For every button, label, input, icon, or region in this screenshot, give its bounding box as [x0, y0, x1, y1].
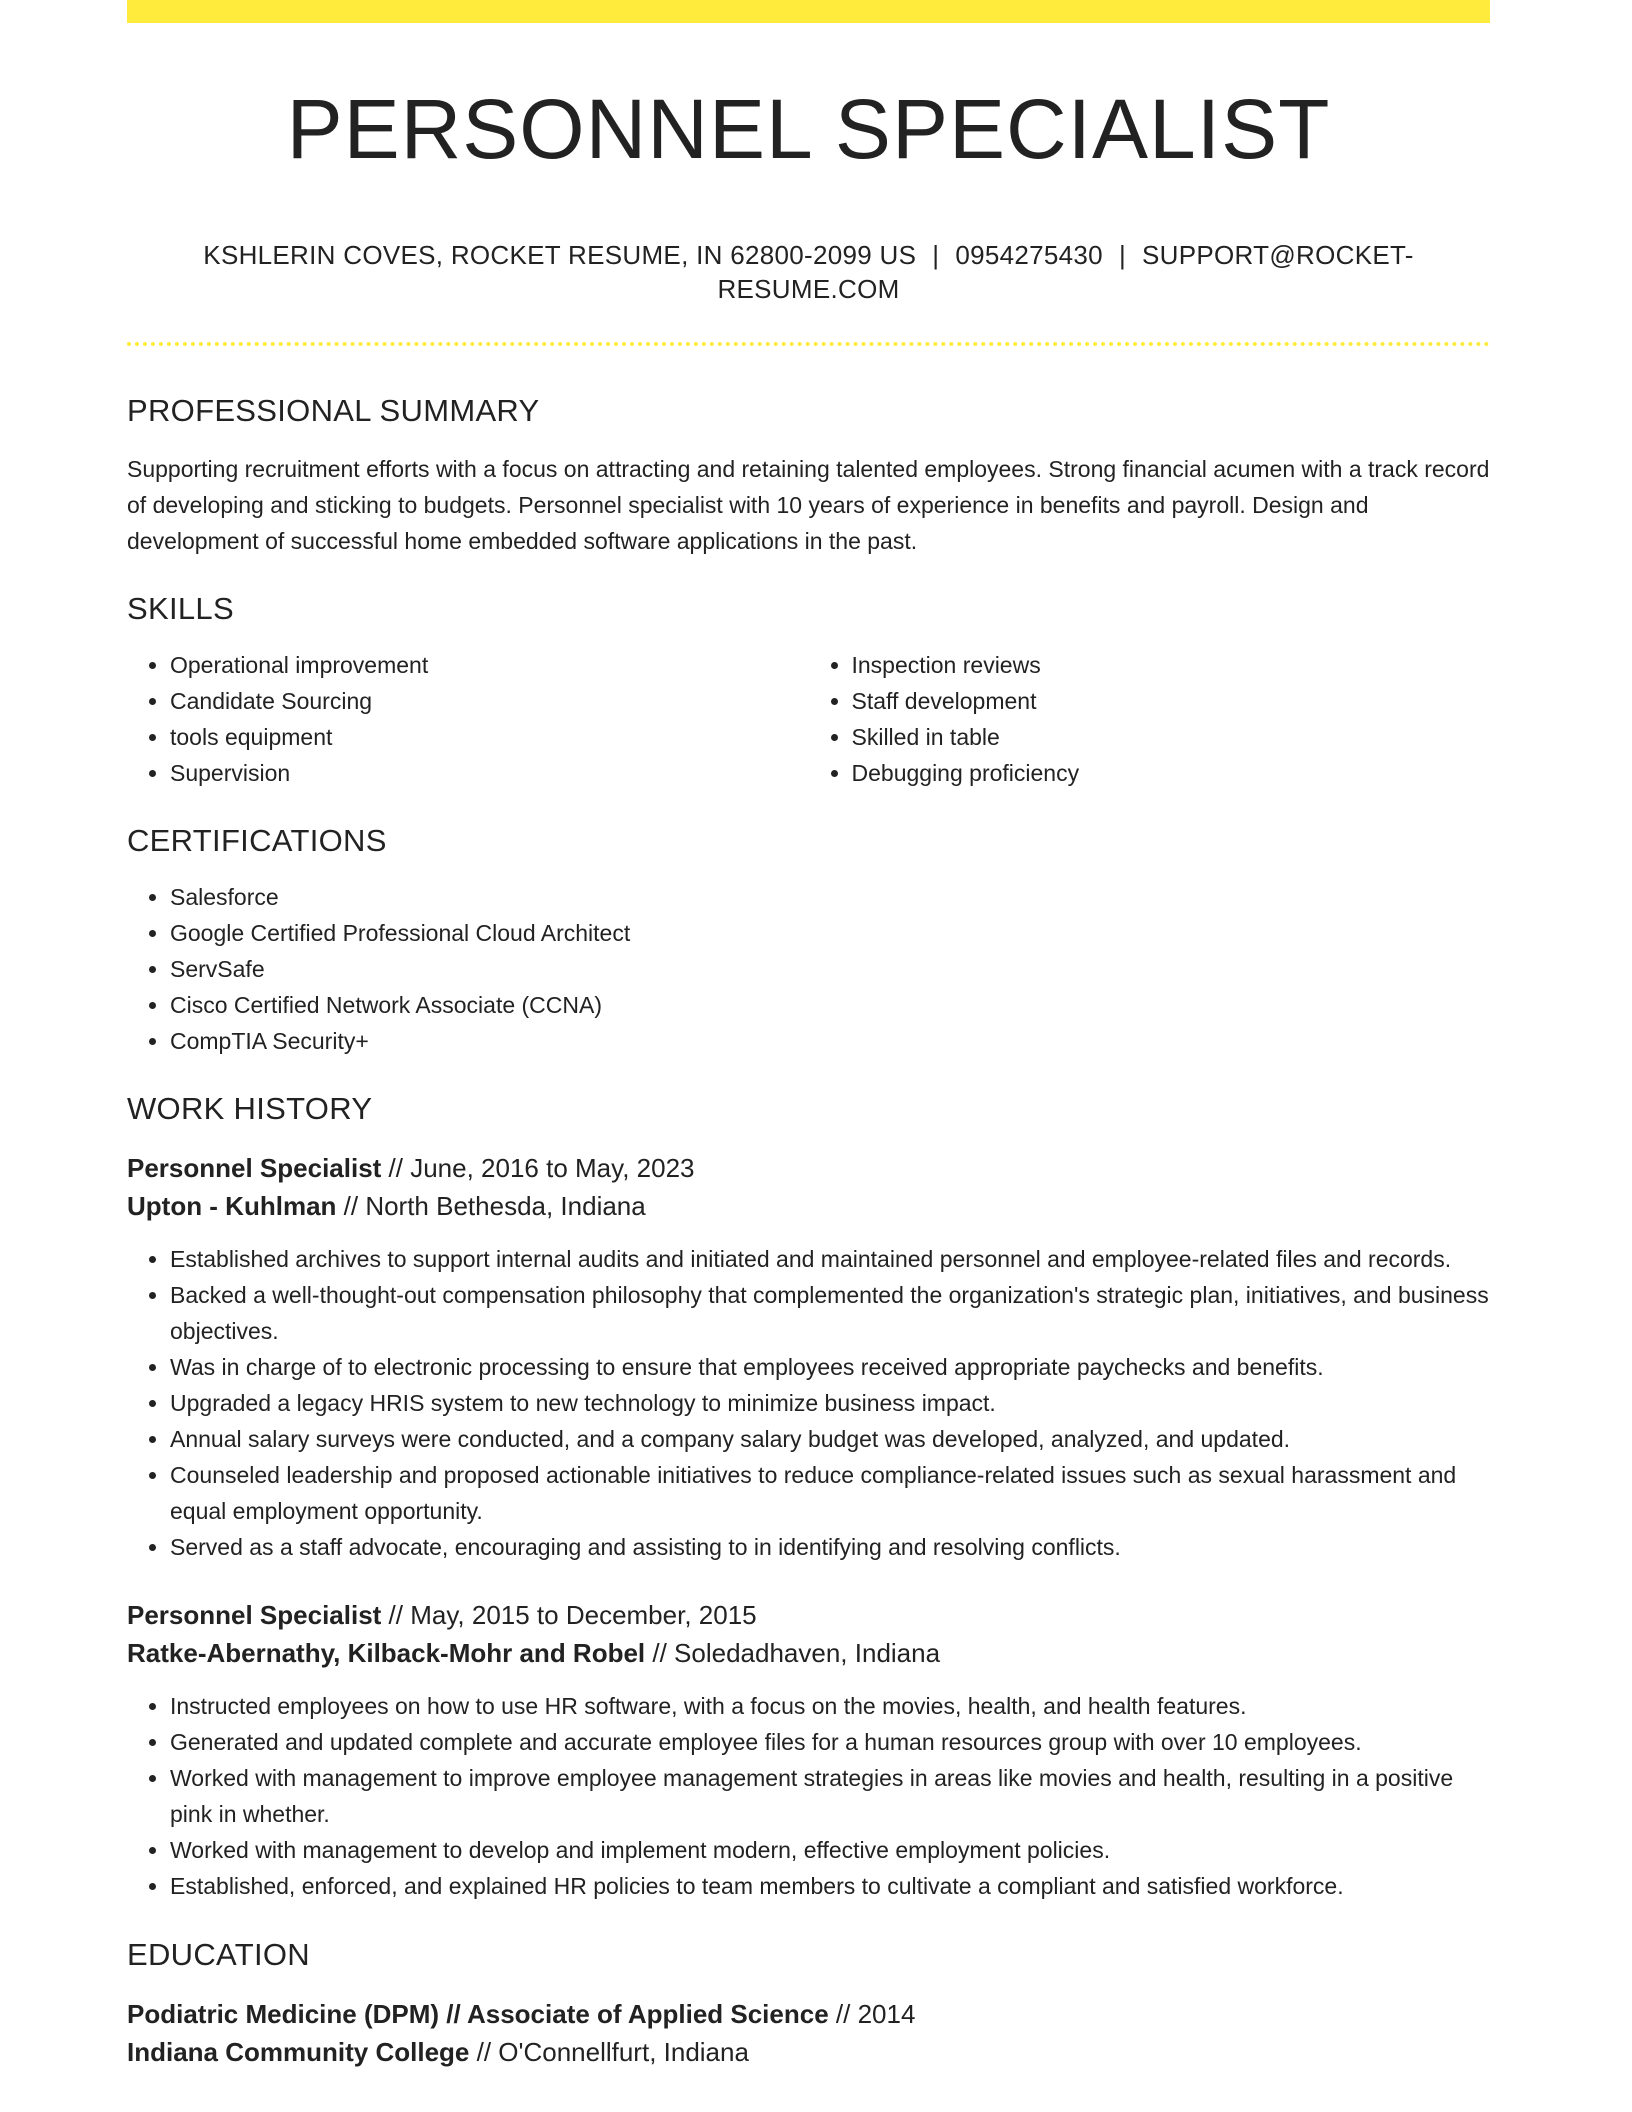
certification-item: • ServSafe: [170, 951, 1490, 987]
job-bullet: • Backed a well-thought-out compensation philosophy that complemented the organization's strategic plan, initiatives, and business objectives.: [170, 1277, 1490, 1349]
skill-item: • Staff development: [852, 683, 1491, 719]
job-dates: // May, 2015 to December, 2015: [381, 1600, 757, 1630]
certification-item: • Google Certified Professional Cloud Architect: [170, 915, 1490, 951]
section-title-skills: SKILLS: [127, 591, 234, 626]
skill-item: • Supervision: [170, 755, 809, 791]
job-location: // North Bethesda, Indiana: [336, 1191, 646, 1221]
job-company-line: [127, 1634, 1490, 1672]
contact-separator: |: [932, 240, 940, 270]
job-role-line: [127, 1149, 1490, 1187]
certifications-list: [127, 879, 1490, 1059]
certification-item: • CompTIA Security+: [170, 1023, 1490, 1059]
job-bullets: [127, 1688, 1490, 1904]
certification-item: • Cisco Certified Network Associate (CCNA): [170, 987, 1490, 1023]
education-school-line: [127, 2033, 1490, 2071]
skill-item: • tools equipment: [170, 719, 809, 755]
contact-email: SUPPORT@ROCKET-RESUME.COM: [717, 240, 1414, 304]
job-role-line: [127, 1596, 1490, 1634]
job-bullet: • Established archives to support internal audits and initiated and maintained personnel and employee-related files and records.: [170, 1241, 1490, 1277]
contact-separator: |: [1118, 240, 1127, 270]
contact-line: [127, 238, 1490, 306]
education-degree-line: [127, 1995, 1490, 2033]
section-title-certifications: CERTIFICATIONS: [127, 823, 387, 858]
accent-top-bar: [127, 0, 1490, 23]
contact-address: KSHLERIN COVES, ROCKET RESUME, IN 62800-2099 US: [203, 240, 917, 270]
resume-content: [127, 0, 1490, 2071]
job-bullet: • Annual salary surveys were conducted, and a company salary budget was developed, analyzed, and updated.: [170, 1421, 1490, 1457]
job-role: Personnel Specialist: [127, 1600, 382, 1630]
contact-phone: 0954275430: [955, 240, 1103, 270]
skill-item: • Skilled in table: [852, 719, 1491, 755]
job-location: // Soledadhaven, Indiana: [645, 1638, 941, 1668]
section-title-work-history: WORK HISTORY: [127, 1091, 373, 1126]
job-bullet: • Upgraded a legacy HRIS system to new technology to minimize business impact.: [170, 1385, 1490, 1421]
education-location: // O'Connellfurt, Indiana: [469, 2037, 749, 2067]
job-company-line: [127, 1187, 1490, 1225]
skill-item: • Debugging proficiency: [852, 755, 1491, 791]
job-dates: // June, 2016 to May, 2023: [381, 1153, 695, 1183]
job-company: Ratke-Abernathy, Kilback-Mohr and Robel: [127, 1638, 646, 1668]
skills-column-left: [127, 647, 809, 791]
education-year: // 2014: [828, 1999, 916, 2029]
summary-text: Supporting recruitment efforts with a focus on attracting and retaining talented employees. Strong financial acumen with a track record of developing and sticking to budgets. Personnel specialist with 10 years of experience in benefits and payroll. Design and development of successful home embedded software applications in the past.: [127, 456, 1490, 554]
dotted-divider: [127, 342, 1490, 346]
job-bullets: [127, 1241, 1490, 1565]
section-title-education: EDUCATION: [127, 1937, 310, 1972]
skill-item: • Operational improvement: [170, 647, 809, 683]
job-bullet: • Served as a staff advocate, encouraging and assisting to in identifying and resolving conflicts.: [170, 1529, 1490, 1565]
job-bullet: • Worked with management to develop and implement modern, effective employment policies.: [170, 1832, 1490, 1868]
resume-title: PERSONNEL SPECIALIST: [286, 82, 1331, 176]
job-bullet: • Was in charge of to electronic processing to ensure that employees received appropriate paychecks and benefits.: [170, 1349, 1490, 1385]
job-company: Upton - Kuhlman: [127, 1191, 337, 1221]
skill-item: • Inspection reviews: [852, 647, 1491, 683]
job-bullet: • Counseled leadership and proposed actionable initiatives to reduce compliance-related issues such as sexual harassment and equal employment opportunity.: [170, 1457, 1490, 1529]
job-bullet: • Worked with management to improve employee management strategies in areas like movies and health, resulting in a positive pink in whether.: [170, 1760, 1490, 1832]
job-role: Personnel Specialist: [127, 1153, 382, 1183]
education-degree: Podiatric Medicine (DPM) // Associate of Applied Science: [127, 1999, 829, 2029]
skills-list: [127, 647, 1490, 791]
education-school: Indiana Community College: [127, 2037, 470, 2067]
job-bullet: • Instructed employees on how to use HR software, with a focus on the movies, health, and health features.: [170, 1688, 1490, 1724]
job-bullet: • Established, enforced, and explained HR policies to team members to cultivate a compliant and satisfied workforce.: [170, 1868, 1490, 1904]
skills-column-right: [809, 647, 1491, 791]
certification-item: • Salesforce: [170, 879, 1490, 915]
section-title-summary: PROFESSIONAL SUMMARY: [127, 393, 540, 428]
skill-item: • Candidate Sourcing: [170, 683, 809, 719]
job-bullet: • Generated and updated complete and accurate employee files for a human resources group with over 10 employees.: [170, 1724, 1490, 1760]
